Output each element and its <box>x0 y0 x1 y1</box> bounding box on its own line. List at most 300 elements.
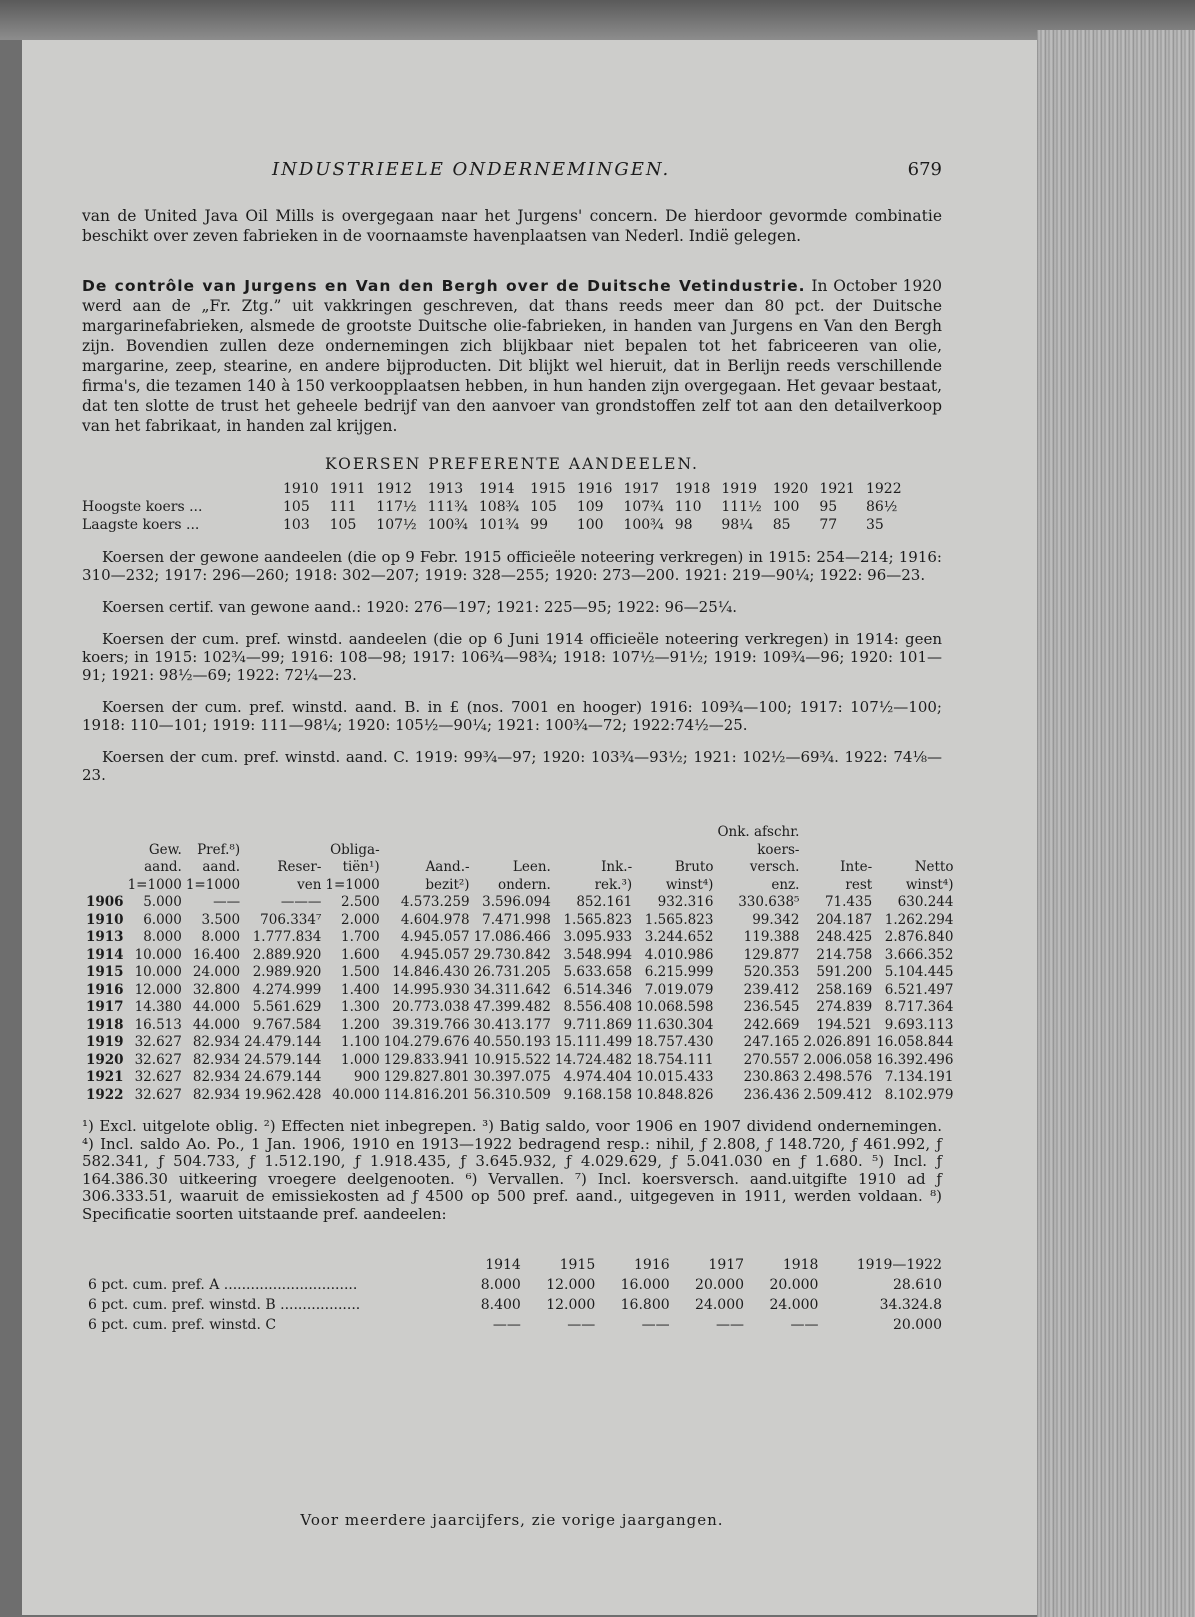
finance-header-cell <box>380 824 470 842</box>
finance-value-cell: 32.800 <box>192 981 241 998</box>
spec-row-label: 6 pct. cum. pref. winstd. C <box>88 1317 277 1333</box>
finance-value-cell: 1.300 <box>341 999 380 1015</box>
pref-value-cell: 100 <box>772 499 800 515</box>
finance-value-cell: 14.724.482 <box>554 1051 633 1068</box>
finance-data-row <box>82 1087 953 1105</box>
finance-value-cell: 129.833.941 <box>383 1051 470 1068</box>
finance-header-cell <box>632 824 713 842</box>
finance-value-cell: 6.000 <box>143 911 182 928</box>
finance-value-cell: 1.565.823 <box>563 911 633 928</box>
finance-value-cell: 5.104.445 <box>884 964 954 980</box>
book-page-edges <box>1037 30 1195 1617</box>
finance-value-cell: 242.669 <box>743 1016 800 1033</box>
finance-value-cell: 204.187 <box>816 911 873 928</box>
finance-value-cell: 4.974.404 <box>563 1069 633 1085</box>
pref-value-cell: 98 <box>674 517 693 533</box>
finance-header-cell <box>182 824 240 842</box>
pref-value-cell: 100 <box>576 517 604 533</box>
finance-header-cell: Reser- <box>277 859 322 875</box>
finance-value-cell: 7.019.079 <box>644 981 714 998</box>
finance-header-cell <box>321 824 379 842</box>
finance-header-cell: Obliga- <box>330 841 380 858</box>
spec-value-cell: 20.000 <box>893 1317 942 1333</box>
finance-header-cell: rest <box>845 876 873 893</box>
price-paragraph: Koersen der cum. pref. winstd. aand. B. in £ (nos. 7001 en hooger) 1916: 109¾—100; 1917: 107½—100; 1918: 110—101; 1919: 111—98¼; 1920: 105½—90¼; 1921: 100¾—72; 1922:74½—25. <box>82 698 942 734</box>
finance-value-cell: 900 <box>353 1069 380 1085</box>
finance-value-cell: 18.757.430 <box>636 1034 714 1050</box>
finance-value-cell: 2.989.920 <box>252 964 322 980</box>
finance-value-cell: 12.000 <box>134 981 182 998</box>
pref-year-cell: 1913 <box>427 481 464 497</box>
finance-value-cell: 8.717.364 <box>884 999 954 1015</box>
spec-value-cell: 24.000 <box>769 1297 819 1313</box>
spec-data-row <box>82 1275 942 1295</box>
finance-value-cell: 8.000 <box>201 929 241 945</box>
pref-row-label: Laagste koers ... <box>82 517 200 533</box>
finance-value-cell: —— <box>213 894 241 910</box>
finance-value-cell: 6.521.497 <box>884 981 954 998</box>
pref-value-cell: 117½ <box>376 499 417 515</box>
pref-year-cell: 1914 <box>478 481 515 497</box>
finance-value-cell: 24.679.144 <box>244 1069 322 1085</box>
spec-value-cell: 20.000 <box>769 1277 819 1293</box>
spec-value-cell: 12.000 <box>546 1297 596 1313</box>
finance-value-cell: 82.934 <box>192 1034 241 1050</box>
finance-value-cell: 1.262.294 <box>884 911 954 928</box>
pref-year-cell: 1921 <box>819 481 855 497</box>
finance-value-cell: 1.700 <box>341 929 380 945</box>
finance-value-cell: 1918 <box>86 1016 124 1033</box>
pref-value-cell: 107¾ <box>623 499 664 515</box>
spec-value-cell: 20.000 <box>695 1277 745 1293</box>
finance-value-cell: 1916 <box>86 981 124 998</box>
finance-value-cell: 248.425 <box>816 929 873 945</box>
finance-header-cell: Pref.⁸) <box>197 841 241 858</box>
spec-year-cell: 1917 <box>708 1257 745 1273</box>
pref-value-cell: 107½ <box>376 517 417 533</box>
pref-value-cell: 99 <box>530 517 548 533</box>
finance-data-row <box>82 894 953 912</box>
finance-header-cell: ondern. <box>497 876 551 893</box>
finance-value-cell: 236.436 <box>743 1086 800 1103</box>
finance-value-cell: 16.392.496 <box>876 1051 954 1068</box>
finance-value-cell: 47.399.482 <box>473 999 551 1015</box>
finance-header-cell: Aand.- <box>425 859 470 875</box>
finance-value-cell: 10.015.433 <box>636 1069 714 1085</box>
pref-year-cell: 1919 <box>721 481 758 497</box>
spec-year-cell: 1918 <box>782 1257 819 1273</box>
book-top-shadow <box>0 0 1195 40</box>
finance-value-cell: 1917 <box>86 999 124 1015</box>
finance-value-cell: 129.827.801 <box>383 1069 470 1085</box>
spec-value-cell: —— <box>492 1317 521 1333</box>
finance-header-cell: versch. <box>749 859 800 875</box>
spec-value-cell: —— <box>641 1317 670 1333</box>
finance-value-cell: 30.397.075 <box>473 1069 551 1085</box>
finance-value-cell: 14.380 <box>134 999 182 1015</box>
pref-value-cell: 111½ <box>721 499 762 515</box>
finance-value-cell: 14.995.930 <box>392 981 470 998</box>
pref-value-cell: 108¾ <box>478 499 520 515</box>
finance-value-cell: 8.000 <box>143 929 182 945</box>
spec-row-label: 6 pct. cum. pref. winstd. B .................. <box>88 1297 361 1313</box>
pref-data-row <box>82 516 913 534</box>
finance-value-cell: 1.565.823 <box>644 911 714 928</box>
finance-value-cell: 10.068.598 <box>636 999 714 1015</box>
finance-header-cell: Bruto <box>674 859 714 875</box>
finance-value-cell: 214.758 <box>816 946 873 963</box>
spec-value-cell: —— <box>716 1317 745 1333</box>
spec-value-cell: 16.000 <box>620 1277 670 1293</box>
pref-table-caption: KOERSEN PREFERENTE AANDEELEN. <box>324 455 699 473</box>
pref-year-cell: 1922 <box>865 481 902 497</box>
finance-header-cell: 1=1000 <box>185 876 241 893</box>
finance-value-cell: 20.773.038 <box>392 999 470 1015</box>
finance-header-cell <box>470 824 551 842</box>
finance-value-cell: 114.816.201 <box>383 1086 470 1103</box>
finance-value-cell: 6.215.999 <box>644 964 714 980</box>
spec-year-row <box>82 1255 942 1275</box>
finance-header-cell: winst⁴) <box>665 876 714 893</box>
spec-table <box>82 1255 942 1335</box>
pref-value-cell: 101¾ <box>478 517 520 533</box>
finance-value-cell: 7.471.998 <box>482 911 551 928</box>
finance-value-cell: 30.413.177 <box>473 1016 551 1033</box>
finance-value-cell: 10.000 <box>134 946 182 963</box>
finance-value-cell: 44.000 <box>192 1016 241 1033</box>
pref-price-table <box>82 480 913 534</box>
finance-value-cell: 4.010.986 <box>644 946 714 963</box>
finance-value-cell: 3.500 <box>201 911 241 928</box>
finance-value-cell: 4.945.057 <box>400 929 470 945</box>
price-paragraph: Koersen der cum. pref. winstd. aandeelen (die op 6 Juni 1914 officieële noteering verkregen) in 1914: geen koers; in 1915: 102¾—99; 1916: 108—98; 1917: 106¾—98¾; 1918: 107½—91½; 1919: 109¾—96; 1920: 101—91; 1921: 98½—69; 1922: 72¼—23. <box>82 630 942 684</box>
finance-value-cell: 1920 <box>86 1051 124 1068</box>
price-paragraph: Koersen der gewone aandeelen (die op 9 Febr. 1915 officieële noteering verkregen) in 1915: 254—214; 1916: 310—232; 1917: 296—260; 1918: 302—207; 1919: 328—255; 1920: 273—200. 1921: 219—90¼; 1922: 96—23. <box>82 548 942 584</box>
finance-value-cell: 520.353 <box>743 964 800 980</box>
footnotes: ¹) Excl. uitgelote oblig. ²) Effecten niet inbegrepen. ³) Batig saldo, voor 1906 en 1907 dividend ondernemingen. ⁴) Incl. saldo Ao. Po., 1 Jan. 1906, 1910 en 1913—1922 bedragend resp.: nihil, ƒ 2.808, ƒ 148.720, ƒ 461.992, ƒ 582.341, ƒ 504.733, ƒ 1.512.190, ƒ 1.918.435, ƒ 3.645.932, ƒ 4.029.629, ƒ 5.041.030 en ƒ 1.680. ⁵) Incl. ƒ 164.386.30 uitkeering vroegere deelgenooten. ⁶) Vervallen. ⁷) Incl. koersversch. aand.uitgifte 1910 ad ƒ 306.333.51, waaruit de emissiekosten ad ƒ 4500 op 500 pref. aand., uitgegeven in 1911, werden voldaan. ⁸) Specificatie soorten uitstaande pref. aandeelen: <box>82 1117 942 1223</box>
finance-header-cell: Leen. <box>512 859 551 875</box>
finance-header-cell: ven <box>297 876 322 893</box>
finance-header-row <box>82 824 953 842</box>
spec-year-cell: 1915 <box>559 1257 596 1273</box>
finance-data-row <box>82 1052 953 1070</box>
pref-value-cell: 35 <box>865 517 884 533</box>
section-paragraph <box>82 276 942 436</box>
pref-data-row <box>82 498 913 516</box>
finance-value-cell: 1915 <box>86 964 124 980</box>
pref-year-cell: 1911 <box>329 481 366 497</box>
pref-corner-cell <box>82 480 283 498</box>
finance-header-cell: 1=1000 <box>325 876 380 893</box>
spec-data-row <box>82 1315 942 1335</box>
finance-data-row <box>82 912 953 930</box>
finance-value-cell: 1922 <box>86 1086 124 1103</box>
pref-year-cell: 1917 <box>623 481 660 497</box>
finance-value-cell: 9.767.584 <box>252 1016 322 1033</box>
finance-value-cell: 3.596.094 <box>482 894 551 910</box>
finance-header-cell <box>82 877 124 895</box>
finance-value-cell: 10.000 <box>134 964 182 980</box>
pref-year-cell: 1910 <box>283 481 319 497</box>
finance-header-row <box>82 842 953 860</box>
financial-table <box>82 824 953 1104</box>
finance-value-cell: 1.100 <box>341 1034 380 1050</box>
finance-value-cell: 14.846.430 <box>392 964 470 980</box>
finance-value-cell: 2.876.840 <box>884 929 954 945</box>
footer-note: Voor meerdere jaarcijfers, zie vorige jaargangen. <box>300 1511 724 1529</box>
finance-header-cell <box>82 842 124 860</box>
finance-data-row <box>82 964 953 982</box>
finance-value-cell: 5.633.658 <box>563 964 633 980</box>
finance-value-cell: 630.244 <box>897 894 954 910</box>
finance-data-row <box>82 947 953 965</box>
book-page <box>22 40 1037 1615</box>
finance-header-cell: rek.³) <box>594 876 633 893</box>
pref-value-cell: 111¾ <box>427 499 468 515</box>
finance-value-cell: 8.556.408 <box>563 999 633 1015</box>
finance-header-cell: Inte- <box>840 859 873 875</box>
pref-value-cell: 103 <box>283 517 310 533</box>
finance-value-cell: 32.627 <box>134 1051 182 1068</box>
finance-header-cell <box>799 824 872 842</box>
pref-year-row <box>82 480 913 498</box>
finance-value-cell: 3.244.652 <box>644 929 714 945</box>
finance-value-cell: 99.342 <box>752 911 800 928</box>
finance-data-row <box>82 1069 953 1087</box>
intro-paragraph: van de United Java Oil Mills is overgegaan naar het Jurgens' concern. De hierdoor gevormde combinatie beschikt over zeven fabrieken in de voornaamste havenplaatsen van Nederl. Indië gelegen. <box>82 207 942 245</box>
spec-row-label: 6 pct. cum. pref. A .............................. <box>88 1277 358 1293</box>
pref-year-cell: 1916 <box>576 481 613 497</box>
pref-value-cell: 111 <box>329 499 357 515</box>
finance-value-cell: 119.388 <box>743 929 800 945</box>
finance-data-row <box>82 1017 953 1035</box>
finance-value-cell: 18.754.111 <box>636 1051 714 1068</box>
finance-value-cell: 16.513 <box>134 1016 182 1033</box>
finance-value-cell: 32.627 <box>134 1034 182 1050</box>
finance-value-cell: 24.479.144 <box>244 1034 322 1050</box>
finance-header-cell: aand. <box>144 859 182 875</box>
finance-value-cell: 5.561.629 <box>252 999 322 1015</box>
finance-value-cell: ——— <box>280 894 322 910</box>
page-content <box>82 159 954 1529</box>
finance-value-cell: 82.934 <box>192 1086 241 1103</box>
finance-value-cell: 706.334⁷ <box>260 911 322 928</box>
finance-value-cell: 7.134.191 <box>884 1069 954 1085</box>
finance-value-cell: 4.945.057 <box>400 946 470 963</box>
spec-year-cell: 1919—1922 <box>856 1257 942 1273</box>
finance-data-row <box>82 999 953 1017</box>
spec-value-cell: 34.324.8 <box>879 1297 942 1313</box>
price-paragraph: Koersen certif. van gewone aand.: 1920: 276—197; 1921: 225—95; 1922: 96—25¼. <box>102 598 738 616</box>
finance-header-cell: bezit²) <box>425 876 470 893</box>
pref-value-cell: 86½ <box>865 499 898 515</box>
spec-value-cell: 16.800 <box>620 1297 670 1313</box>
pref-value-cell: 105 <box>530 499 557 515</box>
finance-value-cell: 29.730.842 <box>473 946 551 963</box>
finance-value-cell: 1910 <box>86 911 124 928</box>
finance-value-cell: 2.500 <box>341 894 380 910</box>
finance-value-cell: 129.877 <box>743 946 800 963</box>
spec-value-cell: —— <box>567 1317 596 1333</box>
finance-value-cell: 1.777.834 <box>252 929 322 945</box>
pref-value-cell: 95 <box>819 499 838 515</box>
finance-value-cell: 591.200 <box>816 964 873 980</box>
finance-header-cell <box>551 842 632 860</box>
finance-value-cell: 32.627 <box>134 1086 182 1103</box>
finance-value-cell: 11.630.304 <box>636 1016 714 1033</box>
finance-value-cell: 3.666.352 <box>884 946 954 963</box>
pref-value-cell: 109 <box>576 499 604 515</box>
pref-year-cell: 1915 <box>530 481 566 497</box>
finance-value-cell: 10.915.522 <box>473 1051 551 1068</box>
finance-data-row <box>82 982 953 1000</box>
finance-header-cell: enz. <box>771 876 800 893</box>
finance-value-cell: 9.711.869 <box>563 1016 633 1033</box>
finance-value-cell: 40.550.193 <box>473 1034 551 1050</box>
pref-value-cell: 100¾ <box>623 517 664 533</box>
finance-value-cell: 24.000 <box>192 964 241 980</box>
finance-value-cell: 1919 <box>86 1034 124 1050</box>
finance-value-cell: 247.165 <box>743 1034 800 1050</box>
finance-value-cell: 274.839 <box>816 999 873 1015</box>
spec-value-cell: 8.000 <box>480 1277 521 1293</box>
finance-value-cell: 9.693.113 <box>884 1016 954 1033</box>
spec-value-cell: —— <box>790 1317 819 1333</box>
spec-data-row <box>82 1295 942 1315</box>
finance-value-cell: 1914 <box>86 946 124 963</box>
finance-value-cell: 15.111.499 <box>554 1034 633 1050</box>
finance-value-cell: 1.400 <box>341 981 380 998</box>
finance-value-cell: 2.889.920 <box>252 946 322 963</box>
pref-value-cell: 98¼ <box>721 517 753 533</box>
finance-value-cell: 17.086.466 <box>473 929 551 945</box>
finance-header-cell <box>82 859 124 877</box>
pref-year-cell: 1912 <box>376 481 412 497</box>
pref-value-cell: 85 <box>772 517 791 533</box>
finance-value-cell: 2.498.576 <box>803 1069 873 1085</box>
finance-value-cell: 32.627 <box>134 1069 182 1085</box>
finance-value-cell: 258.169 <box>816 981 873 998</box>
finance-value-cell: 236.545 <box>743 999 800 1015</box>
finance-value-cell: 2.026.891 <box>803 1034 873 1050</box>
finance-value-cell: 1906 <box>86 894 124 910</box>
finance-value-cell: 82.934 <box>192 1069 241 1085</box>
spec-value-cell: 24.000 <box>695 1297 745 1313</box>
finance-value-cell: 16.058.844 <box>876 1034 954 1050</box>
pref-value-cell: 100¾ <box>427 517 468 533</box>
finance-value-cell: 6.514.346 <box>563 981 633 998</box>
finance-header-cell <box>240 842 321 860</box>
price-paragraphs <box>82 548 942 784</box>
finance-value-cell: 1.600 <box>341 946 380 963</box>
finance-value-cell: 1921 <box>86 1069 124 1085</box>
finance-header-cell: winst⁴) <box>905 876 954 893</box>
spec-value-cell: 8.400 <box>480 1297 521 1313</box>
finance-value-cell: 16.400 <box>192 946 241 963</box>
finance-value-cell: 4.573.259 <box>400 894 470 910</box>
finance-header-cell: aand. <box>202 859 241 875</box>
finance-value-cell: 24.579.144 <box>244 1051 322 1068</box>
finance-value-cell: 3.548.994 <box>563 946 633 963</box>
finance-value-cell: 194.521 <box>816 1016 873 1033</box>
finance-value-cell: 330.638⁵ <box>738 894 800 910</box>
finance-value-cell: 1.200 <box>341 1016 380 1033</box>
finance-header-row <box>82 877 953 895</box>
finance-value-cell: 9.168.158 <box>563 1086 633 1103</box>
finance-value-cell: 4.274.999 <box>252 981 322 998</box>
pref-value-cell: 105 <box>283 499 310 515</box>
finance-value-cell: 1.500 <box>341 964 380 980</box>
finance-value-cell: 3.095.933 <box>563 929 633 945</box>
finance-header-cell <box>872 824 953 842</box>
section-text: In October 1920 werd aan de „Fr. Ztg.” uit vakkringen geschreven, dat thans reeds meer dan 80 pct. der Duitsche margarinefabrieken, alsmede de grootste Duitsche olie-fabrieken, in handen van Jurgens en Van den Bergh zijn. Bovendien zullen deze ondernemingen zich blijkbaar niet bepalen tot het fabriceeren van olie, margarine, zeep, stearine, en andere bijproducten. Dit blijkt wel hieruit, dat in Berlijn reeds verschillende firma's, die tezamen 140 à 150 verkoopplaatsen hebben, in hun handen zijn overgegaan. Het gevaar bestaat, dat ten slotte de trust het geheele bedrijf van den aanvoer van grondstoffen zelf tot aan den detailverkoop van het fabrikaat, in handen zal krijgen. <box>82 277 942 435</box>
spec-year-cell: 1914 <box>485 1257 521 1273</box>
finance-value-cell: 26.731.205 <box>473 964 551 980</box>
finance-header-cell <box>799 842 872 860</box>
finance-value-cell: 39.319.766 <box>392 1016 470 1033</box>
finance-value-cell: 82.934 <box>192 1051 241 1068</box>
finance-header-cell <box>82 824 124 842</box>
finance-value-cell: 71.435 <box>824 894 873 910</box>
running-title: INDUSTRIEELE ONDERNEMINGEN. <box>272 159 671 180</box>
finance-header-cell <box>872 842 953 860</box>
finance-value-cell: 2.006.058 <box>803 1051 873 1068</box>
finance-value-cell: 40.000 <box>332 1086 380 1103</box>
finance-header-cell <box>380 842 470 860</box>
spec-value-cell: 28.610 <box>893 1277 942 1293</box>
finance-value-cell: 2.000 <box>341 911 380 928</box>
finance-header-cell: Ink.- <box>601 859 633 875</box>
finance-value-cell: 4.604.978 <box>400 911 470 928</box>
finance-value-cell: 1913 <box>86 929 124 945</box>
finance-header-cell: tiën¹) <box>342 859 380 875</box>
finance-header-cell: Gew. <box>148 841 182 858</box>
finance-header-cell: koers- <box>757 841 800 858</box>
pref-value-cell: 77 <box>819 517 838 533</box>
finance-data-row <box>82 929 953 947</box>
pref-value-cell: 105 <box>329 517 357 533</box>
pref-year-cell: 1918 <box>674 481 711 497</box>
finance-header-row <box>82 859 953 877</box>
finance-header-cell <box>551 824 632 842</box>
finance-header-cell <box>240 824 321 842</box>
finance-header-cell <box>124 824 182 842</box>
spec-corner-cell <box>82 1255 458 1275</box>
finance-value-cell: 56.310.509 <box>473 1086 551 1103</box>
finance-value-cell: 34.311.642 <box>473 981 551 998</box>
finance-data-row <box>82 1034 953 1052</box>
finance-value-cell: 270.557 <box>743 1051 800 1068</box>
finance-header-cell: Netto <box>914 859 954 875</box>
pref-value-cell: 110 <box>674 499 702 515</box>
finance-value-cell: 932.316 <box>657 894 714 910</box>
page-number: 679 <box>907 159 942 180</box>
price-paragraph: Koersen der cum. pref. winstd. aand. C. 1919: 99¾—97; 1920: 103¾—93½; 1921: 102½—69¾. 1922: 74⅛—23. <box>82 748 942 784</box>
finance-value-cell: 852.161 <box>576 894 633 910</box>
finance-header-cell: Onk. afschr. <box>717 824 800 840</box>
finance-value-cell: 19.962.428 <box>244 1086 322 1103</box>
spec-value-cell: 12.000 <box>546 1277 596 1293</box>
finance-header-cell: 1=1000 <box>127 876 182 893</box>
finance-value-cell: 1.000 <box>341 1051 380 1068</box>
finance-value-cell: 230.863 <box>743 1069 800 1085</box>
running-head <box>82 160 942 188</box>
finance-value-cell: 8.102.979 <box>884 1086 954 1103</box>
finance-value-cell: 104.279.676 <box>383 1034 470 1050</box>
finance-value-cell: 239.412 <box>743 981 800 998</box>
finance-value-cell: 10.848.826 <box>636 1086 714 1103</box>
finance-value-cell: 2.509.412 <box>803 1086 873 1103</box>
